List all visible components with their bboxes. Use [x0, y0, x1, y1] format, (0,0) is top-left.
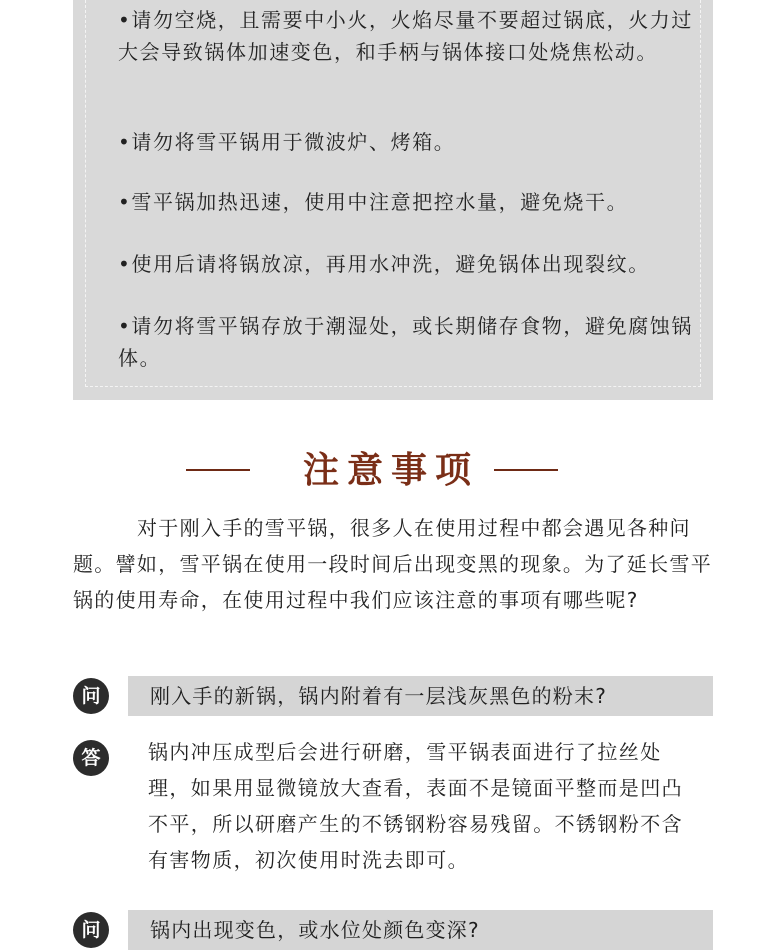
tip-item: •请勿将雪平锅用于微波炉、烤箱。: [118, 130, 456, 154]
tip-item: •雪平锅加热迅速，使用中注意把控水量，避免烧干。: [118, 190, 629, 214]
tip-item: •使用后请将锅放凉，再用水冲洗，避免锅体出现裂纹。: [118, 252, 650, 276]
section-title: 注意事项: [302, 449, 479, 491]
answer-text: 锅内冲压成型后会进行研磨，雪平锅表面进行了拉丝处理，如果用显微镜放大查看，表面不是镜面平整而是凹凸不平，所以研磨产生的不锈钢粉容易残留。不锈钢粉不含有害物质，初次使用时洗去即可。: [148, 740, 683, 872]
heading-rule-left: [186, 469, 250, 471]
intro-text: 对于刚入手的雪平锅，很多人在使用过程中都会遇见各种问题。譬如，雪平锅在使用一段时间后出现变黑的现象。为了延长雪平锅的使用寿命，在使用过程中我们应该注意的事项有哪些呢?: [73, 516, 712, 612]
heading-rule-right: [494, 469, 558, 471]
tips-panel: [73, 0, 713, 400]
question-badge: 问: [73, 912, 109, 948]
question-bar: [128, 910, 713, 950]
question-bar: [128, 676, 713, 716]
question-text: 锅内出现变色，或水位处颜色变深?: [150, 918, 480, 942]
question-text: 刚入手的新锅，锅内附着有一层浅灰黑色的粉末?: [150, 684, 608, 708]
section-heading: [0, 442, 782, 498]
answer-badge: 答: [73, 740, 109, 776]
question-badge: 问: [73, 678, 109, 714]
tips-dashed-frame: [85, 0, 701, 387]
tip-item: •请勿将雪平锅存放于潮湿处，或长期储存食物，避免腐蚀锅体。: [118, 314, 693, 370]
intro-paragraph: [73, 510, 721, 618]
tip-item: •请勿空烧，且需要中小火，火焰尽量不要超过锅底，火力过大会导致锅体加速变色，和手柄与锅体接口处烧焦松动。: [118, 8, 693, 64]
